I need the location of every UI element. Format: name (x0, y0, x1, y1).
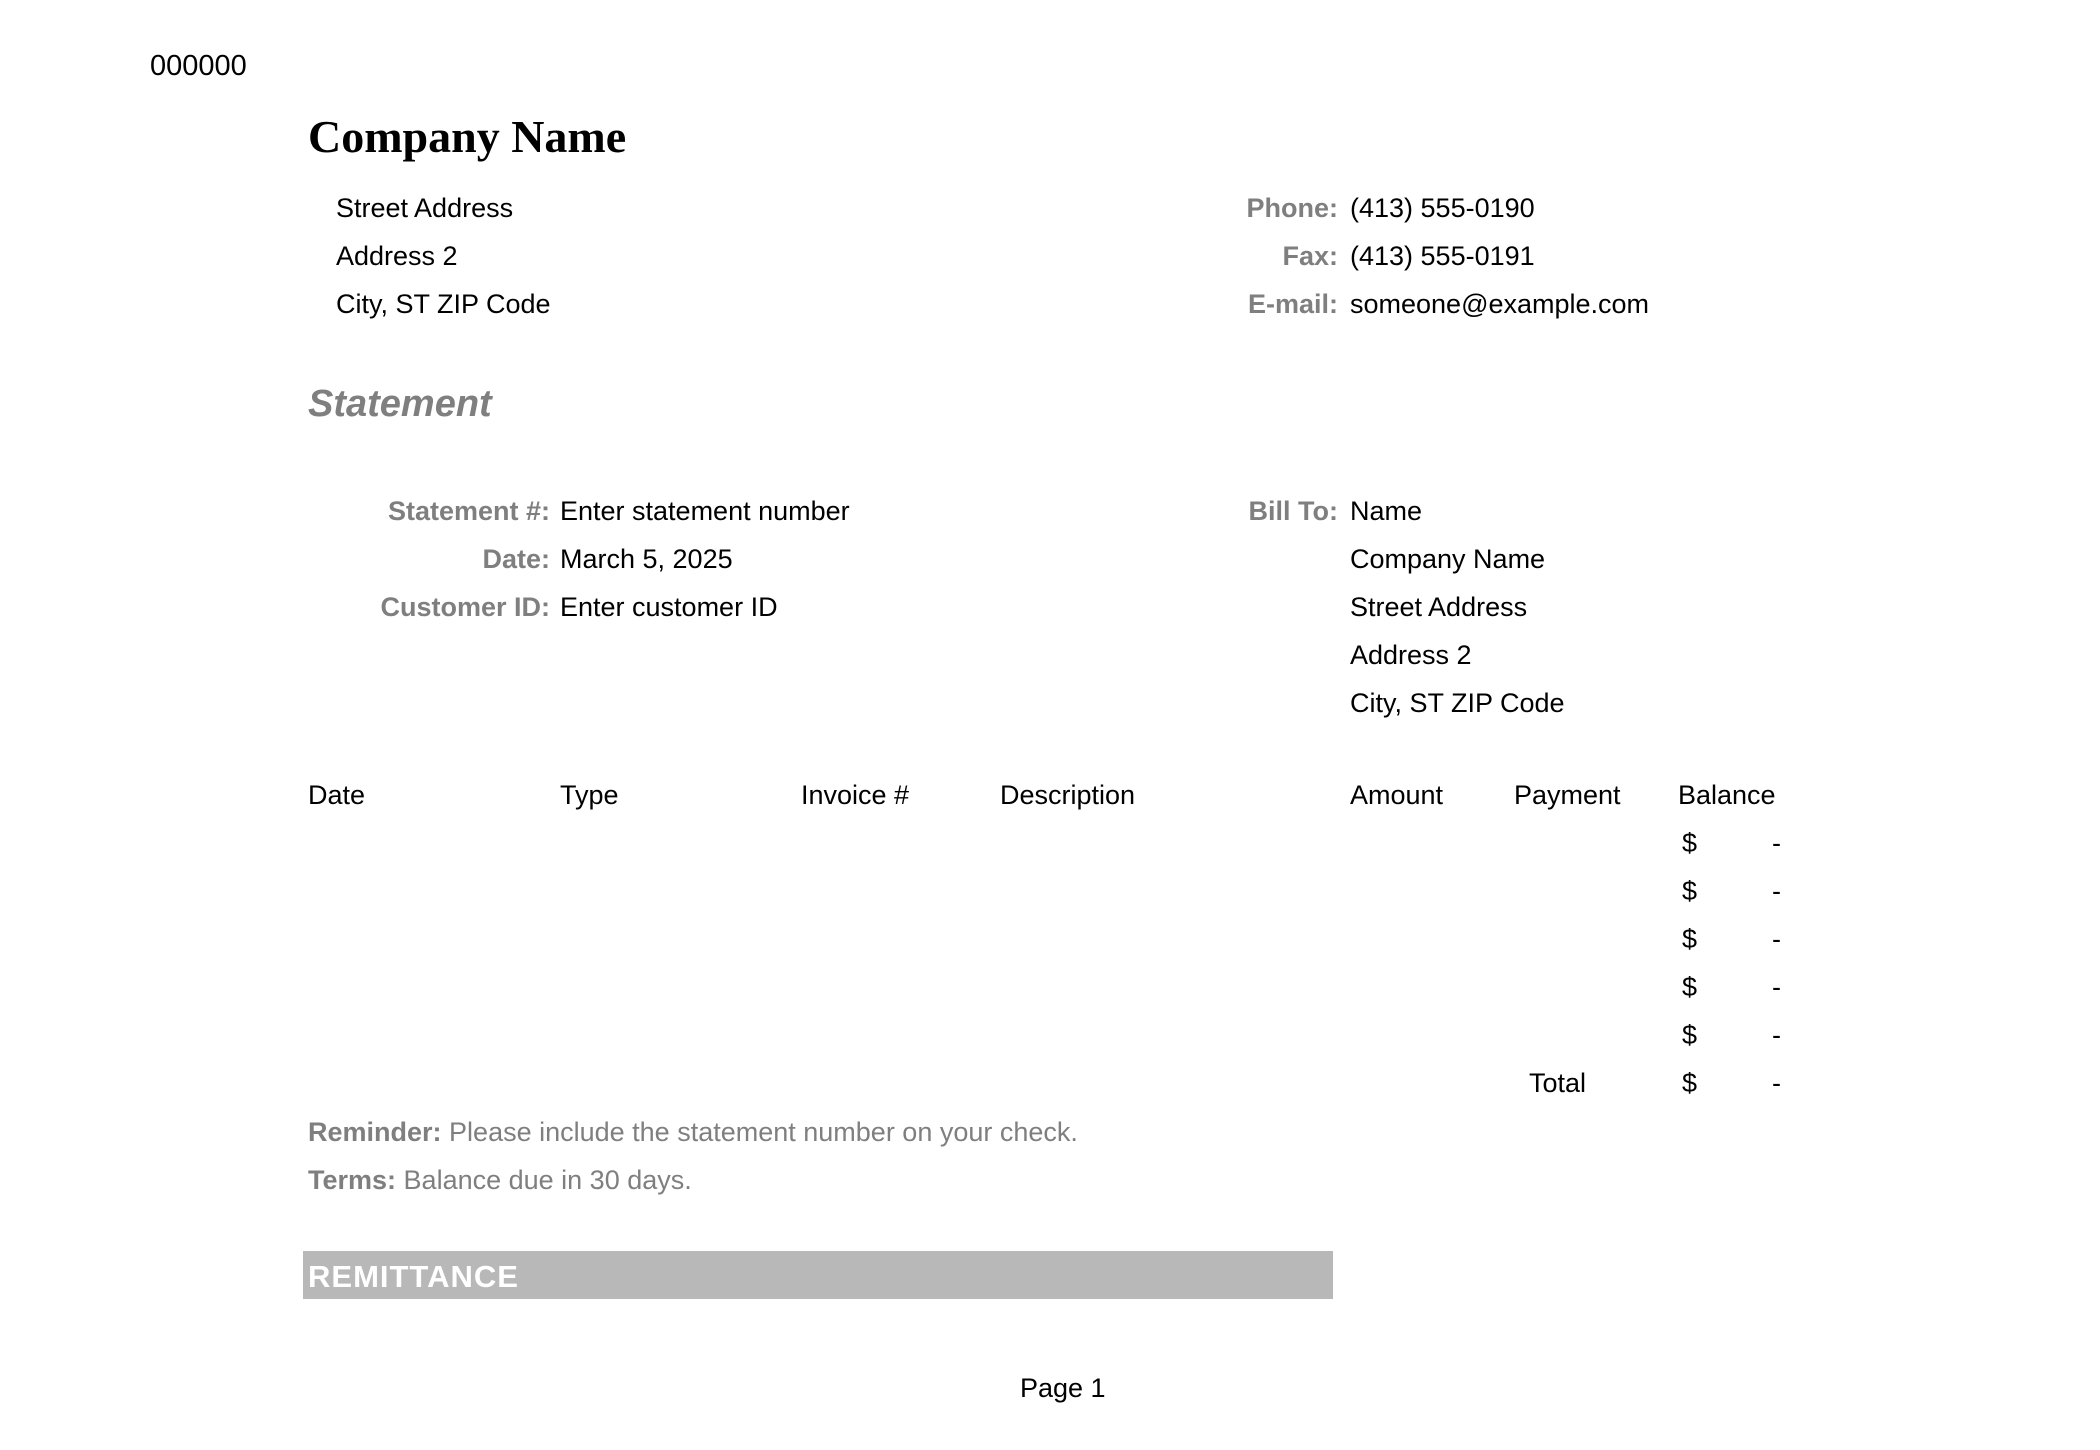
customer-id-label: Customer ID: (380, 592, 550, 622)
column-header-date: Date (308, 780, 366, 810)
column-header-payment: Payment (1514, 780, 1621, 810)
reminder-label: Reminder: (308, 1117, 442, 1147)
row-5-currency: $ (1682, 1020, 1698, 1050)
phone-label: Phone: (1246, 193, 1338, 223)
email-label: E-mail: (1247, 289, 1338, 319)
reminder-note (308, 1117, 1078, 1148)
reminder-text: Please include the statement number on your check. (449, 1117, 1078, 1147)
company-name-heading: Company Name (308, 111, 627, 162)
column-header-description: Description (1000, 780, 1136, 810)
fax-value: (413) 555-0191 (1350, 241, 1535, 271)
company-address2: Address 2 (336, 241, 458, 271)
row-2-balance: - (1772, 876, 1781, 906)
terms-label: Terms: (308, 1165, 397, 1195)
company-street: Street Address (336, 193, 514, 223)
column-header-type: Type (560, 780, 619, 810)
total-currency: $ (1682, 1068, 1698, 1098)
email-value: someone@example.com (1350, 289, 1650, 319)
date-value[interactable]: March 5, 2025 (560, 544, 733, 574)
bill-to-address2: Address 2 (1350, 640, 1472, 670)
row-4-balance: - (1772, 972, 1781, 1002)
bill-to-label: Bill To: (1248, 496, 1338, 526)
company-city: City, ST ZIP Code (336, 289, 551, 319)
phone-value: (413) 555-0190 (1350, 193, 1535, 223)
row-5-balance: - (1772, 1020, 1781, 1050)
page-number: Page 1 (1020, 1373, 1106, 1403)
bill-to-street: Street Address (1350, 592, 1528, 622)
bill-to-company: Company Name (1350, 544, 1546, 574)
column-header-balance: Balance (1678, 780, 1776, 810)
bill-to-city: City, ST ZIP Code (1350, 688, 1565, 718)
row-1-currency: $ (1682, 828, 1698, 858)
row-1-balance: - (1772, 828, 1781, 858)
terms-note (308, 1165, 692, 1196)
row-3-currency: $ (1682, 924, 1698, 954)
statement-number-label: Statement #: (387, 496, 550, 526)
bill-to-name: Name (1350, 496, 1423, 526)
date-label: Date: (482, 544, 550, 574)
row-2-currency: $ (1682, 876, 1698, 906)
statement-number-value[interactable]: Enter statement number (560, 496, 850, 526)
customer-id-value[interactable]: Enter customer ID (560, 592, 778, 622)
total-label: Total (1529, 1068, 1587, 1098)
column-header-amount: Amount (1350, 780, 1444, 810)
fax-label: Fax: (1282, 241, 1338, 271)
terms-text: Balance due in 30 days. (403, 1165, 692, 1195)
statement-title: Statement (308, 383, 492, 425)
total-value: - (1772, 1068, 1781, 1098)
column-header-invoice: Invoice # (801, 780, 910, 810)
row-4-currency: $ (1682, 972, 1698, 1002)
document-id: 000000 (150, 50, 247, 82)
remittance-label: REMITTANCE (308, 1259, 519, 1294)
row-3-balance: - (1772, 924, 1781, 954)
